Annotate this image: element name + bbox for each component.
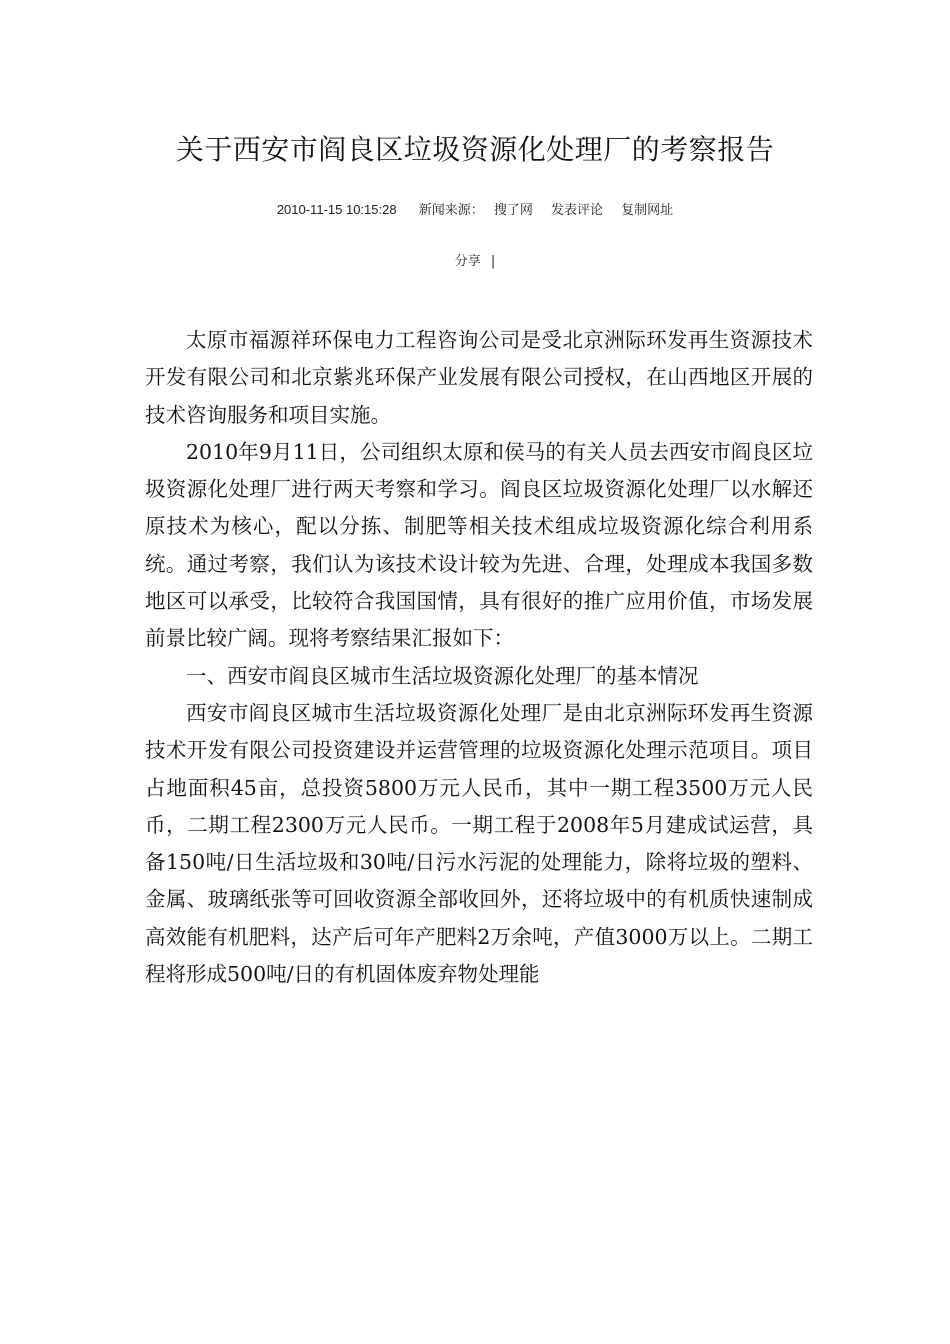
- source-link[interactable]: 搜了网: [493, 203, 533, 218]
- paragraph-visit: 2010年9月11日，公司组织太原和侯马的有关人员去西安市阎良区垃圾资源化处理厂进行两天考察和学习。阎良区垃圾资源化处理厂以水解还原技术为核心，配以分拣、制肥等相关技术组成垃圾资源化综合利用系统。通过考察，我们认为该技术设计较为先进、合理，处理成本我国多数地区可以承受，比较符合我国国情，具有很好的推广应用价值，市场发展前景比较广阔。现将考察结果汇报如下：: [145, 439, 813, 651]
- share-bar: [0, 252, 950, 272]
- share-separator: |: [490, 254, 496, 269]
- paragraph-intro: 太原市福源祥环保电力工程咨询公司是受北京洲际环发再生资源技术开发有限公司和北京紫兆环保产业发展有限公司授权，在山西地区开展的技术咨询服务和项目实施。: [145, 328, 813, 427]
- comment-link[interactable]: 发表评论: [551, 203, 604, 218]
- article-body: [145, 322, 813, 993]
- section-heading: 一、西安市阎良区城市生活垃圾资源化处理厂的基本情况: [186, 663, 699, 688]
- share-link[interactable]: 分享: [454, 254, 481, 269]
- source-label: 新闻来源：: [418, 203, 484, 218]
- publish-datetime: 2010-11-15 10:15:28: [276, 202, 397, 217]
- paragraph-plant-info: 西安市阎良区城市生活垃圾资源化处理厂是由北京洲际环发再生资源技术开发有限公司投资建设并运营管理的垃圾资源化处理示范项目。项目占地面积45亩，总投资5800万元人民币，其中一期工程3500万元人民币，二期工程2300万元人民币。一期工程于2008年5月建成试运营，具备150吨/日生活垃圾和30吨/日污水污泥的处理能力，除将垃圾的塑料、金属、玻璃纸张等可回收资源全部收回外，还将垃圾中的有机质快速制成高效能有机肥料，达产后可年产肥料2万余吨，产值3000万以上。二期工程将形成500吨/日的有机固体废弃物处理能: [145, 700, 813, 987]
- page-title: 关于西安市阎良区垃圾资源化处理厂的考察报告: [175, 133, 775, 166]
- copy-url-link[interactable]: 复制网址: [621, 203, 674, 218]
- article-meta: [0, 200, 950, 221]
